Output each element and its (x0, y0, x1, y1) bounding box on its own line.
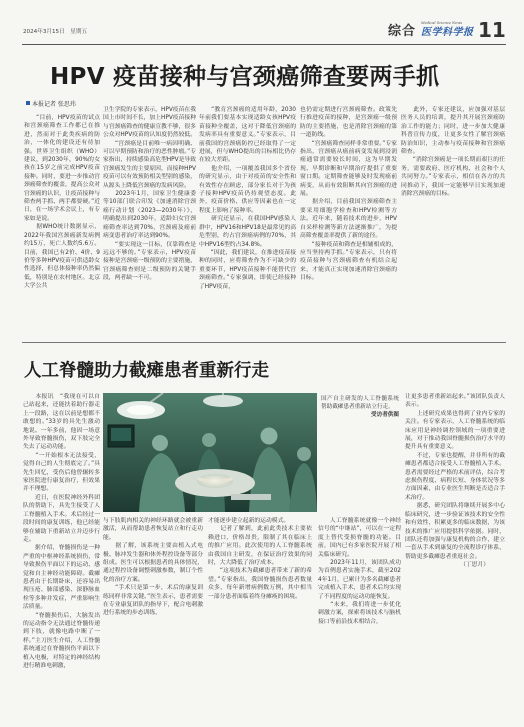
monitor-screen (111, 428, 131, 441)
surgical-light-left-inner (127, 405, 155, 415)
surgery-photo (103, 393, 317, 512)
issue-date: 2024年3月15日 星期五 (23, 29, 88, 35)
byline-square-icon (26, 101, 30, 105)
article-1-column-1: “目前，HPV疫苗的试点和宫颈癌筛查工作都已在推进，然而对于此类疾病的防治，一体化的建设还有待加强。世界卫生组织（WHO）建议，到2030年，90%的女孩在15岁之前完成HPV疫苗接种。同时，要进一步推动宫颈癌筛查的覆盖，提高公众对宫颈癌的认识，让疫苗接种与筛查两手抓、两手都要硬。”近日，在一场学术会议上，有专家如是说。 据WHO统计数据显示，2022年我国宫颈癌新发病例约15万，死亡人数约5.6万。目前，我国已有2价、4价、9价等多种HPV疫苗可供适龄女性选择，但总体接种率仍然偏低，特别是在农村地区。北京大学公共 (24, 115, 100, 290)
article-1-headline: HPV 疫苗接种与宫颈癌筛查要两手抓 (50, 64, 440, 90)
logo-english-name: Medical Science News (421, 21, 463, 25)
surgeon-back-head (202, 433, 216, 447)
page-number: 11 (478, 18, 506, 42)
photo-caption-text: 国产自主研发的人工脊髓系统帮助截瘫患者重新站立行走。 (321, 396, 399, 410)
article-2-column-2: 与下肢肌肉相关的神经环路就会被重新激活，从而帮助患者恢复站立和行走功能。 据了解，该系统主要由植入式电极、脉冲发生器和体外程控设备等部分组成。医生可以根据患者的具体情况，通过程控设备调整刺激参数，制订个性化的治疗方案。 “手术只是第一步，术后的康复训练同样非常关键。”医生表示，患者需要在专业康复团队的指导下，配合电刺激进行系统的步态训练， (103, 518, 203, 617)
article-2-column-5: 让更多患者重新站起来。”该团队负责人表示。 上述研究成果也得到了业内专家的关注。有专家表示，人工脊髓系统的临床应用是神经调控领域的一项重要进展，对于推动我国脊髓损伤治疗水平的提升具有重要意义。 不过，专家也提醒，并非所有的截瘫患者都适合接受人工脊髓植入手术。患者需要经过严格的术前评估，综合考虑损伤程度、病程长短、身体状况等多方面因素，由专业医生判断是否适合手术治疗。 据悉，研究团队将继续开展多中心临床研究，进一步验证该技术的安全性和有效性，积累更多的临床数据，为该技术的推广应用提供科学依据。同时，团队还将加强与康复机构的合作，建立一套从手术到康复的全流程诊疗体系，帮助更多截瘫患者重返社会。 （丁思月） (405, 394, 505, 569)
article-1-byline (26, 101, 76, 110)
assistant-far-right-head (297, 447, 311, 461)
byline-text: 本报记者 张思玮 (32, 101, 76, 108)
photo-credit: 受访者供图 (371, 412, 399, 418)
newspaper-logo (421, 21, 475, 42)
article-divider (22, 342, 506, 343)
article-1-column-5: 此外，专家还建议，应加强对基层医务人员的培训，提升其开展宫颈癌防治工作的能力；同时，进一步加大健康科普宣传力度，让更多女性了解宫颈癌防治知识，主动参与疫苗接种和宫颈癌筛查。 “消除宫颈癌是一项长期而艰巨的任务，需要政府、医疗机构、社会和个人共同努力。”专家表示，相信在各方的共同推动下，我国一定能够早日实现加速消除宫颈癌的目标。 (401, 107, 505, 198)
article-1-column-3: “教育宫颈癌的适用年龄，2030年前我们要基本实现适龄女孩HPV疫苗接种全覆盖，这对于降低宫颈癌的发病率具有重要意义。”专家表示，目前我国的宫颈癌防控已经取得了一定进展，但与WHO提出的目标相比仍存在较大差距。 他介绍，一项覆盖我国多个省份的研究显示，由于对疫苗的安全性和有效性存在顾虑，部分家长对于为孩子接种HPV疫苗仍持观望态度。此外，疫苗价格、供应等因素也在一定程度上影响了接种率。 研究还显示，在我国HPV感染人群中，HPV16和HPV18是最常见的高危型别，约占宫颈癌病例的70%，其中HPV16型约占34.8%。 “因此，我们建议，在推进疫苗接种的同时，应将筛查作为不可缺少的重要环节，HPV疫苗接种不能替代宫颈癌筛查。”专家强调，即使已经接种了HPV疫苗， (199, 107, 296, 290)
article-1-column-4: 也仍需定期进行宫颈癌筛查。政策先行推进疫苗的接种，是宫颈癌一级预防的主要措施，也是消除宫颈癌的第一道防线。 “宫颈癌筛查同样非常重要。”专家指出，宫颈癌从癌前病变发展到浸润癌通常需要较长时间，这为早期发现、早期诊断和早期治疗提供了重要窗口期。定期筛查能够及时发现癌前病变，从而有效阻断其向宫颈癌的进展。 据介绍，目前我国宫颈癌筛查主要采用细胞学检查和HPV检测等方法。近年来，随着技术的进步，HPV自采样检测等新方法逐渐推广，为提高筛查覆盖率提供了新的途径。 “接种疫苗和筛查是相辅相成的，应当坚持两手抓。”专家表示，只有将疫苗接种与宫颈癌筛查有机结合起来，才能真正实现加速消除宫颈癌的目标。 (300, 107, 397, 282)
header-divider (22, 44, 506, 45)
surgeon-left-head (152, 435, 168, 451)
photo-caption (321, 395, 399, 471)
logo-chinese-name: 医学科学报 (421, 26, 474, 38)
article-2-column-1: 本报讯 “我现在可以自己站起来，还能扶着助行器走上一段路，这在以前是想都不敢想的。”33岁的具先生激动地说。一年多前，他因一场意外导致脊髓损伤，双下肢完全失去了运动功能。 “一开始根本无法接受，觉得自己的人生彻底完了。”具先生回忆，受伤后他曾辗转多家医院进行康复治疗，但效果并不理想。 近日，在医院神经外科团队的帮助下，具先生接受了人工脊髓植入手术。术后经过一段时间的康复训练，他已经能够在辅助下重新站立并迈步行走。 据介绍，脊髓损伤是一种严重的中枢神经系统损伤，常导致损伤平面以下的运动、感觉和自主神经功能障碍。截瘫患者由于长期卧床，还容易出现压疮、肺部感染、深静脉血栓等多种并发症，严重影响生活质量。 “脊髓损伤后，大脑发出的运动指令无法通过脊髓传递到下肢，就像电路中断了一样。”主刀医生介绍，人工脊髓系统通过在脊髓损伤平面以下植入电极，对特定的神经结构进行精准电刺激， (23, 394, 100, 669)
surgeon-right-head (261, 428, 278, 445)
article-2-column-4: 人工脊髓系统就像一个神经信号的“中继站”，可以在一定程度上替代受损脊髓的功能。目前，国内已有多家医院开展了相关临床研究。 2023年11月，该团队成功为首例患者实施手术，截至2024年1月，已累计为多名截瘫患者完成植入手术，患者术后均实现了不同程度的运动功能恢复。 “未来，我们将进一步优化刺激方案，探索将该技术与脑机接口等前沿技术相结合， (318, 518, 401, 625)
instrument-tray (231, 494, 271, 500)
article-2-column-3: 才能逐步建立起新的运动模式。 记者了解到，此前此类技术主要依赖进口，价格昂贵，限制了其在临床上的推广应用。此次使用的人工脊髓系统由我国自主研发，在保证治疗效果的同时，大大降低了治疗成本。 “这项技术为截瘫患者带来了新的希望。”专家指出，我国脊髓损伤患者数量众多，每年新增病例数万例，其中相当一部分患者面临着终身瘫痪的困境。 (208, 518, 312, 600)
surgical-light-center (203, 395, 243, 407)
section-name: 综合 (388, 24, 417, 39)
article-1-column-2: 卫生学院的专家表示，HPV疫苗在我国上市时间不长，加上HPV疫苗接种与宫颈癌筛查的健康宣教不够，很多公众对HPV疫苗的认知度仍然较低。 “宫颈癌是目前唯一病因明确、可以早期预防和治疗的恶性肿瘤。”专家指出，持续感染高危型HPV是导致宫颈癌发生的主要原因，而接种HPV疫苗可以有效预防相关型别的感染，从源头上降低宫颈癌的发病风险。 2023年1月，国家卫生健康委等10部门联合印发《加速消除宫颈癌行动计划（2023—2030年）》，明确提出到2030年，适龄妇女宫颈癌筛查率达到70%，宫颈癌及癌前病变患者治疗率达到90%。 “要实现这一目标，仅靠筛查是远远不够的。”专家表示，HPV疫苗接种是宫颈癌一级预防的主要措施，宫颈癌筛查则是二级预防的关键手段，两者缺一不可。 (103, 107, 196, 282)
article-2-headline: 人工脊髓助力截瘫患者重新行走 (24, 361, 269, 381)
